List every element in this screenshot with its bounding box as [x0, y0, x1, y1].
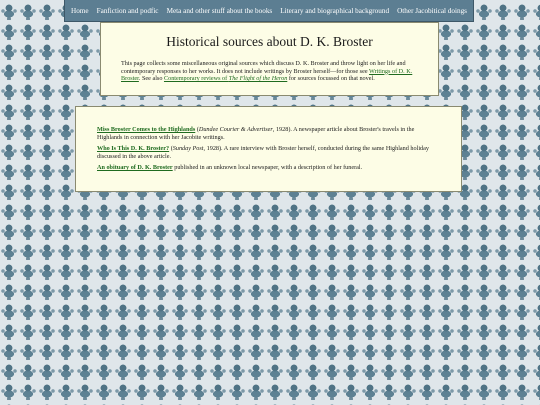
- writings-link[interactable]: Writings of D. K. Broster: [121, 67, 413, 83]
- nav-link-literary-background[interactable]: Literary and biographical background: [280, 6, 390, 15]
- source-publication: Dundee Courier & Advertiser: [198, 126, 273, 133]
- intro-panel: [100, 22, 439, 96]
- intro-paragraph: [121, 60, 418, 83]
- nav-link-jacobitical[interactable]: Other Jacobitical doings: [397, 6, 467, 15]
- contemporary-reviews-link[interactable]: [164, 75, 287, 82]
- source-link-highlands[interactable]: Miss Broster Comes to the Highlands: [97, 126, 196, 133]
- source-pre-publication: (: [169, 145, 173, 153]
- top-navigation: [64, 0, 474, 22]
- reviews-link-text: Contemporary reviews of: [163, 75, 229, 83]
- source-description: published in an unknown local newspaper, with a description of her funeral.: [172, 164, 363, 172]
- nav-link-fanfiction[interactable]: Fanfiction and podfic: [96, 6, 159, 15]
- source-publication: Sunday Post: [172, 145, 204, 153]
- intro-text-part-1: This page collects some miscellaneous original sources which discuss D. K. Broster and throw light on her life and contemporary responses to her works. It does not include writings by Broster herself—for those see: [121, 60, 406, 75]
- nav-link-home[interactable]: Home: [71, 6, 89, 15]
- intro-text-part-3: for sources focussed on that novel.: [287, 75, 375, 83]
- source-description: , 1928). A newspaper article about Broster's travels in the Highlands in connection with her Jacobite writings.: [97, 126, 415, 141]
- page-title: Historical sources about D. K. Broster: [166, 34, 373, 49]
- intro-text-part-2: . See also: [138, 75, 164, 83]
- source-description: , 1928). A rare interview with Broster herself, conducted during the same Highland holiday discussed in the above article.: [97, 145, 429, 160]
- source-pre-publication: (: [195, 126, 199, 133]
- source-item: [97, 145, 441, 160]
- nav-link-meta[interactable]: Meta and other stuff about the books: [166, 6, 273, 15]
- source-item: [97, 126, 441, 141]
- reviews-link-book-title: The Flight of the Heron: [228, 75, 288, 83]
- source-link-obituary[interactable]: An obituary of D. K. Broster: [97, 164, 173, 172]
- source-item: [97, 164, 441, 172]
- source-link-who-is-broster[interactable]: Who Is This D. K. Broster?: [97, 145, 170, 153]
- sources-panel: [75, 106, 462, 192]
